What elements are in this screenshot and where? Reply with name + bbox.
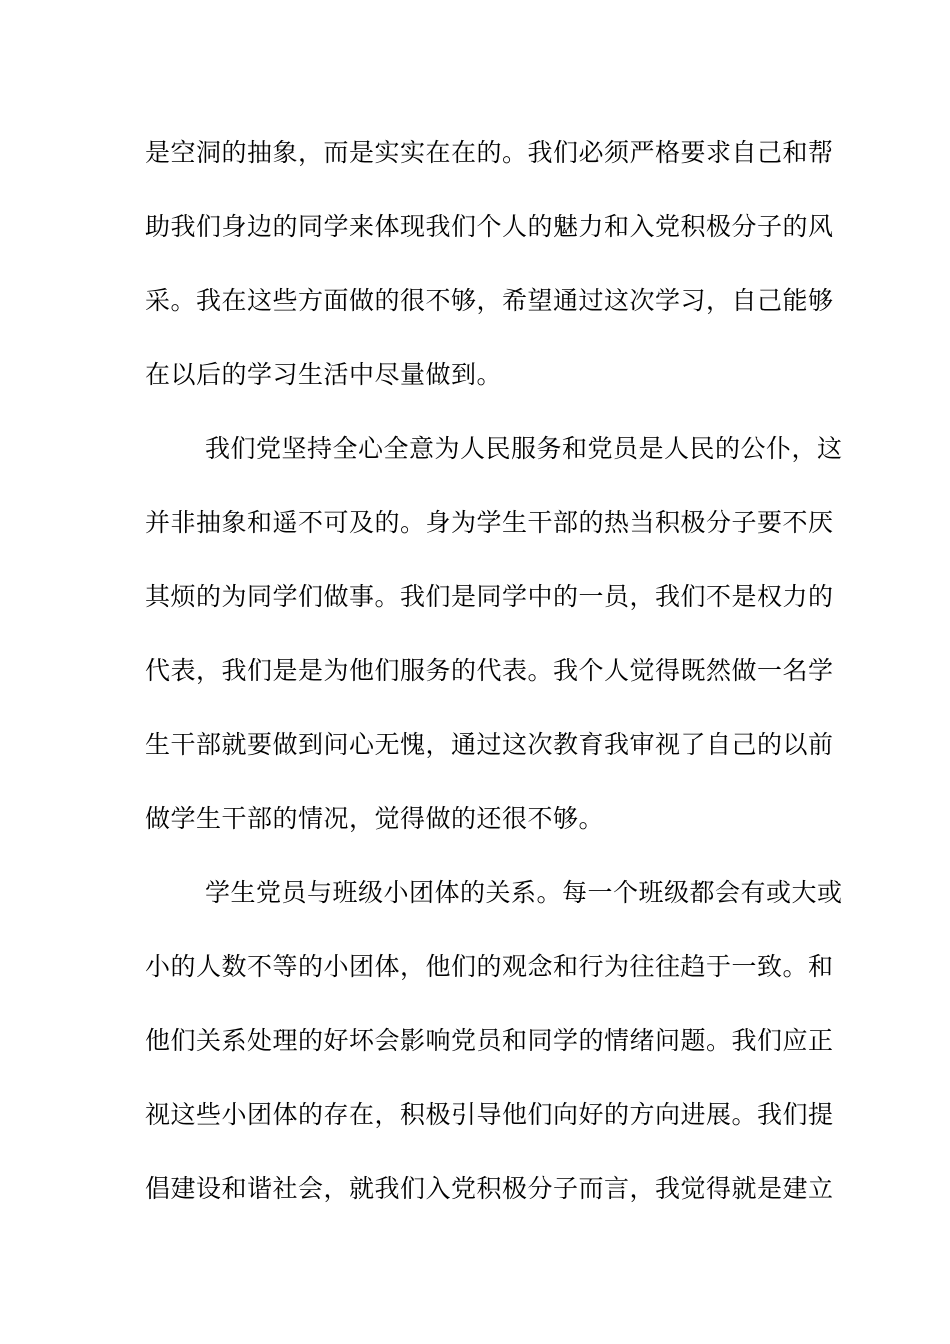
- text-line: 视这些小团体的存在，积极引导他们向好的方向进展。我们提: [145, 1100, 834, 1129]
- text-line: 其烦的为同学们做事。我们是同学中的一员，我们不是权力的: [145, 582, 834, 611]
- text-line: 代表，我们是是为他们服务的代表。我个人觉得既然做一名学: [145, 656, 834, 685]
- text-line: 小的人数不等的小团体，他们的观念和行为往往趋于一致。和: [145, 952, 834, 981]
- text-line: 他们关系处理的好坏会影响党员和同学的情绪问题。我们应正: [145, 1026, 834, 1055]
- text-line: 做学生干部的情况，觉得做的还很不够。: [145, 804, 605, 833]
- text-line: 是空洞的抽象，而是实实在在的。我们必须严格要求自己和帮: [145, 138, 834, 167]
- text-line: 采。我在这些方面做的很不够，希望通过这次学习，自己能够: [145, 286, 834, 315]
- text-line: 在以后的学习生活中尽量做到。: [145, 360, 503, 389]
- paragraph-first-line: 我们党坚持全心全意为人民服务和党员是人民的公仆，这: [205, 434, 843, 463]
- text-line: 助我们身边的同学来体现我们个人的魅力和入党积极分子的风: [145, 212, 834, 241]
- text-line: 倡建设和谐社会，就我们入党积极分子而言，我觉得就是建立: [145, 1174, 834, 1203]
- body-text: [145, 126, 843, 1236]
- text-line: 生干部就要做到问心无愧，通过这次教育我审视了自己的以前: [145, 730, 834, 759]
- paragraph-first-line: 学生党员与班级小团体的关系。每一个班级都会有或大或: [205, 878, 843, 907]
- text-line: 并非抽象和遥不可及的。身为学生干部的热当积极分子要不厌: [145, 508, 834, 537]
